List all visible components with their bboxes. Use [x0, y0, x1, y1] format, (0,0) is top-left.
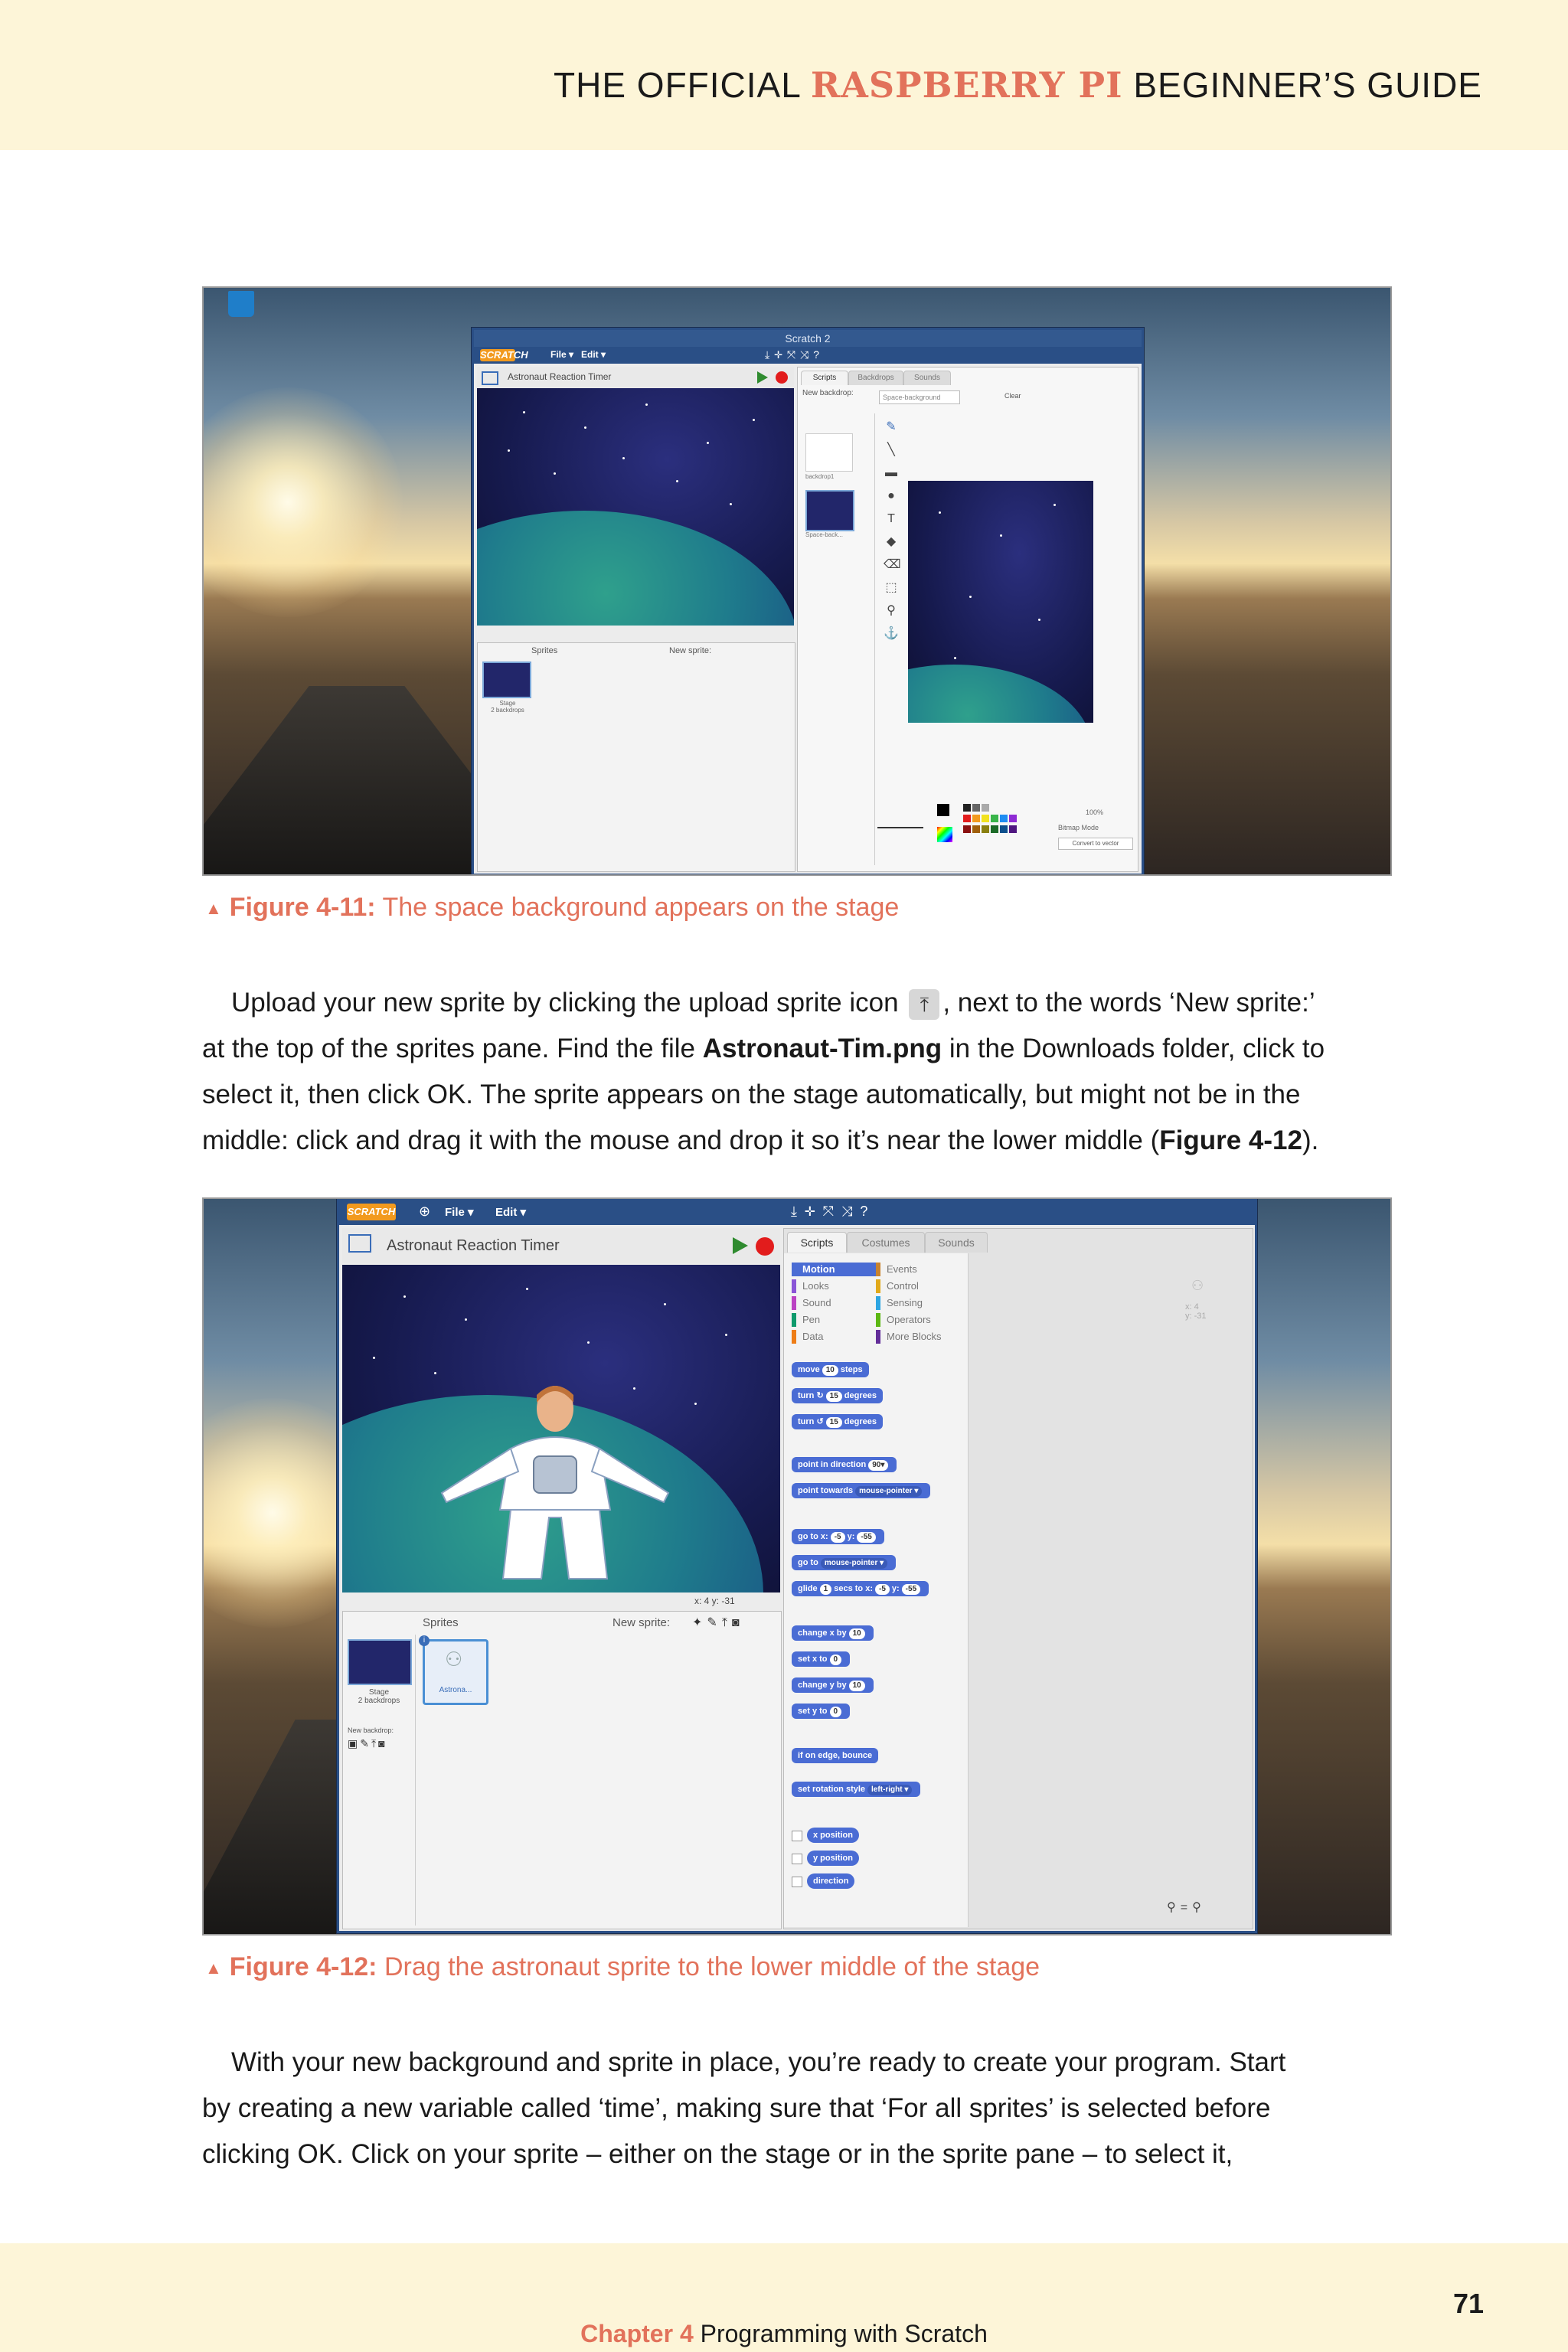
wastebasket-icon[interactable] — [228, 291, 254, 317]
block-input[interactable]: 15 — [826, 1391, 842, 1402]
category-sensing[interactable]: Sensing — [876, 1296, 962, 1310]
block-input[interactable]: -55 — [902, 1584, 920, 1595]
figure-4-11-caption — [205, 893, 899, 923]
reporter-x-position[interactable]: x position — [807, 1828, 859, 1843]
star — [508, 449, 510, 452]
paint-canvas[interactable] — [908, 481, 1093, 723]
green-flag-icon[interactable] — [733, 1237, 748, 1254]
sprite-position-readout: x: 4 y: -31 — [1185, 1302, 1207, 1321]
brush-icon[interactable]: ✎ — [886, 420, 897, 433]
line-width-preview — [877, 827, 923, 828]
project-title[interactable]: Astronaut Reaction Timer — [508, 371, 612, 382]
page-number: 71 — [1452, 2288, 1484, 2319]
fill-icon[interactable]: ◆ — [886, 535, 897, 548]
block-text: go to x: — [798, 1532, 828, 1541]
block-dropdown[interactable]: mouse-pointer ▾ — [821, 1558, 887, 1569]
paragraph-line: select it, then click OK. The sprite appears on the stage automatically, but might not be in the — [202, 1080, 1301, 1109]
block-move[interactable] — [792, 1362, 869, 1377]
paragraph-line — [202, 1118, 1389, 1164]
scripts-area — [783, 1228, 1253, 1929]
divider — [415, 1635, 416, 1926]
caption-label: Figure 4-11: — [229, 893, 376, 922]
star — [403, 1295, 406, 1298]
block-text: change y by — [798, 1681, 847, 1690]
block-input[interactable]: 90▾ — [868, 1460, 888, 1471]
block-set-rotation-style[interactable] — [792, 1782, 920, 1797]
direction-checkbox[interactable] — [792, 1877, 802, 1887]
stage-thumb-label: Stage 2 backdrops — [491, 700, 524, 714]
swatch[interactable] — [982, 804, 989, 812]
tab-backdrops[interactable]: Backdrops — [848, 371, 903, 385]
category-control[interactable]: Control — [876, 1279, 962, 1293]
sprites-pane — [477, 642, 795, 872]
figure-4-11-screenshot — [202, 286, 1392, 876]
text-icon[interactable]: T — [887, 512, 895, 525]
block-input[interactable]: -5 — [875, 1584, 890, 1595]
chapter-title: Programming with Scratch — [693, 2320, 988, 2347]
fullscreen-icon[interactable] — [348, 1234, 371, 1253]
star — [554, 472, 556, 475]
star — [523, 411, 525, 413]
footer-chapter — [0, 2320, 1568, 2348]
star — [725, 1334, 727, 1336]
scratch-menubar — [474, 347, 1142, 364]
category-pen[interactable]: Pen — [792, 1313, 877, 1327]
book-title-suffix: BEGINNER’S GUIDE — [1122, 65, 1482, 105]
stage-coordinates: x: 4 y: -31 — [694, 1596, 735, 1606]
swatch[interactable] — [972, 825, 980, 833]
star — [587, 1341, 590, 1344]
block-input[interactable]: 10 — [849, 1628, 865, 1639]
star — [969, 596, 972, 598]
swatch[interactable] — [972, 804, 980, 812]
body-paragraph-2 — [202, 2040, 1389, 2177]
star — [622, 457, 625, 459]
convert-to-vector-button[interactable]: Convert to vector — [1058, 838, 1133, 850]
star — [645, 403, 648, 406]
star — [694, 1403, 697, 1405]
text-span: Upload your new sprite by clicking the upload sprite icon — [231, 988, 906, 1018]
astronaut-legs — [503, 1510, 607, 1579]
stage[interactable] — [342, 1265, 780, 1592]
block-input[interactable]: 15 — [826, 1417, 842, 1428]
swatch[interactable] — [1000, 815, 1008, 822]
block-go-to-xy[interactable] — [792, 1529, 884, 1544]
space-backdrop-label: Space-back... — [805, 531, 843, 538]
block-text: set x to — [798, 1655, 828, 1664]
window-title: Scratch 2 — [474, 330, 1142, 347]
book-title — [554, 64, 1482, 106]
stop-icon[interactable] — [756, 1237, 774, 1256]
divider — [874, 413, 875, 865]
tab-sounds[interactable]: Sounds — [903, 371, 951, 385]
toolbar-icons[interactable]: ⤓✛⤧⤨? — [765, 348, 824, 361]
eraser-icon[interactable]: ⌫ — [884, 558, 901, 571]
new-backdrop-label: New backdrop: — [802, 389, 854, 397]
block-input[interactable]: 0 — [830, 1655, 842, 1665]
clear-button[interactable]: Clear — [1004, 392, 1021, 400]
chapter-label: Chapter 4 — [580, 2320, 694, 2347]
backdrops-editor-pane — [797, 367, 1138, 872]
block-glide[interactable] — [792, 1581, 929, 1596]
language-icon[interactable]: ⊕ — [419, 1204, 431, 1219]
swatch[interactable] — [1009, 825, 1017, 833]
caption-text: The space background appears on the stage — [375, 893, 900, 922]
block-text: y: — [891, 1584, 900, 1593]
scratch-window — [472, 328, 1144, 876]
block-turn-counterclockwise[interactable] — [792, 1414, 883, 1429]
category-sound[interactable]: Sound — [792, 1296, 877, 1310]
star — [664, 1303, 666, 1305]
figure-4-12-caption — [205, 1952, 1040, 1982]
body-paragraph-1 — [202, 980, 1389, 1164]
new-sprite-label: New sprite: — [669, 646, 712, 655]
fullscreen-icon[interactable] — [482, 371, 498, 385]
swatch[interactable] — [963, 815, 971, 822]
block-input[interactable]: 0 — [830, 1707, 842, 1717]
paragraph-line: With your new background and sprite in place, you’re ready to create your program. Start — [231, 2047, 1286, 2077]
block-text: point towards — [798, 1486, 854, 1495]
block-text: degrees — [844, 1417, 877, 1426]
text-span: in the Downloads folder, click to — [942, 1034, 1325, 1063]
block-set-y[interactable] — [792, 1704, 850, 1719]
swatch[interactable] — [963, 825, 971, 833]
category-more-blocks[interactable]: More Blocks — [876, 1330, 962, 1344]
menu-file[interactable]: File ▾ — [445, 1206, 474, 1219]
text-span: at the top of the sprites pane. Find the file — [202, 1034, 703, 1063]
ellipse-icon[interactable]: ● — [887, 489, 895, 502]
star — [1038, 619, 1040, 621]
tab-scripts[interactable]: Scripts — [787, 1232, 847, 1253]
star — [465, 1318, 467, 1321]
scratch-logo: SCRATCH — [480, 349, 528, 361]
menu-edit[interactable]: Edit ▾ — [581, 349, 606, 360]
planet-earth — [908, 665, 1092, 723]
upload-sprite-icon: ⤒ — [909, 989, 939, 1020]
swatch[interactable] — [963, 804, 971, 812]
block-text: move — [798, 1365, 820, 1374]
caption-label: Figure 4-12: — [229, 1952, 377, 1981]
stage-thumb-label: Stage 2 backdrops — [358, 1688, 400, 1705]
reporter-y-position[interactable]: y position — [807, 1851, 859, 1866]
star — [1000, 534, 1002, 537]
filename-bold: Astronaut-Tim.png — [702, 1034, 942, 1063]
block-text: steps — [840, 1365, 863, 1374]
book-title-brand: RASPBERRY PI — [810, 64, 1123, 106]
block-change-y[interactable] — [792, 1677, 874, 1693]
backdrop1-label: backdrop1 — [805, 473, 835, 480]
block-go-to[interactable] — [792, 1555, 896, 1570]
green-flag-icon[interactable] — [757, 371, 768, 384]
space-backdrop-thumbnail[interactable] — [805, 490, 854, 531]
menu-file[interactable]: File ▾ — [550, 349, 574, 360]
stamp-icon[interactable]: ⚲ — [887, 604, 896, 617]
book-title-prefix: THE OFFICIAL — [554, 65, 811, 105]
sprites-label: Sprites — [531, 646, 558, 655]
color-picker[interactable] — [937, 827, 952, 842]
star — [373, 1357, 375, 1359]
block-input[interactable]: 10 — [849, 1681, 865, 1691]
menu-edit[interactable]: Edit ▾ — [495, 1206, 527, 1219]
block-input[interactable]: 1 — [820, 1584, 832, 1595]
block-point-in-direction[interactable] — [792, 1457, 897, 1472]
tab-sounds[interactable]: Sounds — [925, 1232, 988, 1253]
stage-header — [342, 1228, 780, 1263]
line-icon[interactable]: ╲ — [887, 443, 895, 456]
block-text: go to — [798, 1558, 818, 1567]
block-point-towards[interactable] — [792, 1483, 930, 1498]
block-text: point in direction — [798, 1460, 867, 1469]
swatch[interactable] — [991, 815, 998, 822]
caption-arrow-icon: ▲ — [205, 899, 222, 919]
primary-color[interactable] — [937, 804, 949, 816]
bitmap-mode-label: Bitmap Mode — [1058, 824, 1099, 831]
new-sprite-label: New sprite: — [612, 1616, 671, 1629]
block-text: change x by — [798, 1628, 847, 1638]
astronaut-sprite-thumbnail[interactable] — [423, 1636, 488, 1705]
project-title[interactable]: Astronaut Reaction Timer — [387, 1237, 560, 1254]
paragraph-line — [202, 980, 1389, 1026]
star — [1054, 504, 1056, 506]
x-position-checkbox[interactable] — [792, 1831, 802, 1841]
sprites-label: Sprites — [423, 1616, 459, 1629]
stage-thumbnail[interactable] — [348, 1639, 412, 1685]
swatch[interactable] — [991, 825, 998, 833]
toolbar-icons[interactable]: ⤓✛⤧⤨? — [791, 1204, 876, 1219]
block-dropdown[interactable]: left-right ▾ — [867, 1785, 912, 1795]
block-text: turn ↺ — [798, 1417, 824, 1426]
sprite-name: Astrona... — [439, 1686, 472, 1694]
star — [730, 503, 732, 505]
sprite-ghost-icon: ⚇ — [1191, 1278, 1204, 1293]
text-span: ). — [1302, 1125, 1319, 1155]
star — [676, 480, 678, 482]
caption-arrow-icon: ▲ — [205, 1958, 222, 1978]
planet-earth — [477, 511, 794, 626]
category-looks[interactable]: Looks — [792, 1279, 877, 1293]
category-motion[interactable]: Motion — [792, 1263, 877, 1276]
scratch-window — [337, 1199, 1257, 1933]
block-input[interactable]: 10 — [822, 1365, 838, 1376]
scratch-logo: SCRATCH — [347, 1204, 396, 1220]
new-backdrop-tools[interactable]: ▣✎⤒◙ — [348, 1737, 387, 1749]
stop-icon[interactable] — [776, 371, 788, 384]
swatch[interactable] — [982, 815, 989, 822]
backdrop1-thumbnail[interactable] — [805, 433, 853, 472]
tab-costumes[interactable]: Costumes — [847, 1232, 925, 1253]
star — [939, 511, 941, 514]
reporter-direction[interactable]: direction — [807, 1873, 854, 1889]
set-center-icon[interactable]: ⚓ — [884, 627, 899, 640]
category-operators[interactable]: Operators — [876, 1313, 962, 1327]
swatch[interactable] — [972, 815, 980, 822]
swatch[interactable] — [1009, 815, 1017, 822]
paragraph-line — [202, 1026, 1389, 1072]
swatch[interactable] — [1000, 825, 1008, 833]
text-span: middle: click and drag it with the mouse and drop it so it’s near the lower middle ( — [202, 1125, 1160, 1155]
star — [584, 426, 586, 429]
astronaut-chest-panel — [534, 1456, 577, 1493]
block-text: set y to — [798, 1707, 828, 1716]
text-span: , next to the words ‘New sprite:’ — [942, 988, 1315, 1018]
block-set-x[interactable] — [792, 1651, 850, 1667]
zoom-controls[interactable]: ⚲=⚲ — [1167, 1901, 1206, 1914]
y-position-checkbox[interactable] — [792, 1854, 802, 1864]
select-icon[interactable]: ⬚ — [885, 581, 897, 594]
paragraph-line: clicking OK. Click on your sprite – either on the stage or in the sprite pane – to select it, — [202, 2139, 1233, 2169]
block-turn-clockwise[interactable] — [792, 1388, 883, 1403]
star — [707, 442, 709, 444]
figure-4-12-screenshot — [202, 1197, 1392, 1936]
backdrop-name-field[interactable]: Space-background — [879, 390, 960, 404]
block-text: secs to x: — [834, 1584, 873, 1593]
figure-reference: Figure 4-12 — [1159, 1125, 1302, 1155]
new-backdrop-label: New backdrop: — [348, 1726, 394, 1734]
block-text: y: — [847, 1532, 855, 1541]
category-data[interactable]: Data — [792, 1330, 877, 1344]
block-change-x[interactable] — [792, 1625, 874, 1641]
stage[interactable] — [477, 388, 794, 626]
block-text: set rotation style — [798, 1785, 866, 1794]
block-if-on-edge-bounce[interactable]: if on edge, bounce — [792, 1748, 878, 1763]
sprites-pane — [342, 1611, 782, 1929]
block-dropdown[interactable]: mouse-pointer ▾ — [855, 1486, 922, 1497]
zoom-level: 100% — [1086, 808, 1104, 816]
block-text: turn ↻ — [798, 1391, 824, 1400]
swatch[interactable] — [982, 825, 989, 833]
info-icon[interactable]: i — [419, 1635, 430, 1646]
star — [753, 419, 755, 421]
scratch-menubar — [339, 1199, 1255, 1225]
block-input[interactable]: -55 — [857, 1532, 875, 1543]
rectangle-icon[interactable]: ▬ — [885, 466, 897, 479]
block-text: glide — [798, 1584, 818, 1593]
new-sprite-tools[interactable]: ✦✎⤒◙ — [692, 1616, 744, 1629]
tab-scripts[interactable]: Scripts — [801, 371, 848, 385]
astronaut-sprite[interactable] — [419, 1380, 694, 1586]
block-input[interactable]: -5 — [831, 1532, 845, 1543]
astronaut-mini-icon: ⚇ — [445, 1648, 463, 1671]
category-events[interactable]: Events — [876, 1263, 962, 1276]
paragraph-line: by creating a new variable called ‘time’, making sure that ‘For all sprites’ is selected before — [202, 2093, 1271, 2123]
star — [434, 1372, 436, 1374]
stage-header — [477, 367, 794, 388]
block-text: degrees — [844, 1391, 877, 1400]
caption-text: Drag the astronaut sprite to the lower middle of the stage — [377, 1952, 1040, 1981]
star — [526, 1288, 528, 1290]
stage-thumbnail[interactable] — [482, 662, 531, 698]
star — [954, 657, 956, 659]
